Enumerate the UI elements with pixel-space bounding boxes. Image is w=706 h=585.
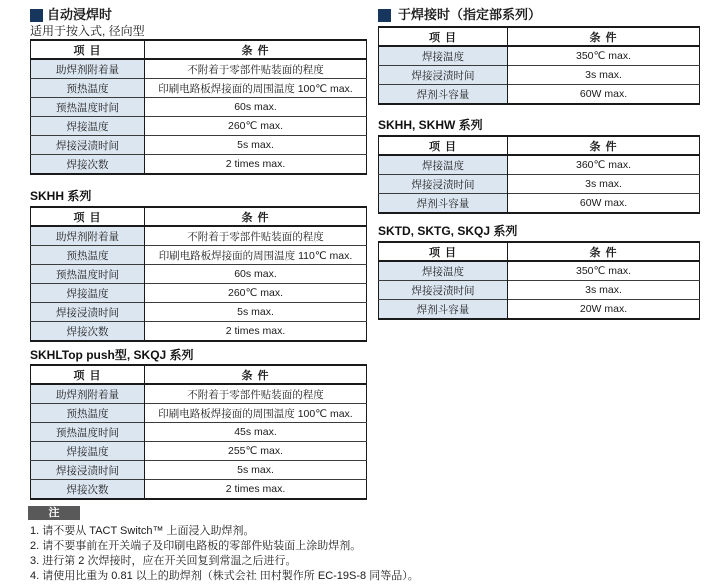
table-row xyxy=(31,117,367,136)
condition-cell: 45s max. xyxy=(145,423,367,442)
item-cell: 焊接浸渍时间 xyxy=(31,303,145,322)
item-cell: 焊接浸渍时间 xyxy=(379,281,508,300)
column-header-item: 项 目 xyxy=(379,27,508,46)
table-solder-skhh-skhw xyxy=(378,135,700,214)
table-row xyxy=(379,46,700,66)
condition-cell: 60s max. xyxy=(145,265,367,284)
item-cell: 焊接温度 xyxy=(31,117,145,136)
table-row xyxy=(379,194,700,214)
item-cell: 焊接浸渍时间 xyxy=(379,66,508,85)
column-header-item: 项 目 xyxy=(31,207,145,226)
table-row xyxy=(379,85,700,105)
condition-cell: 2 times max. xyxy=(145,322,367,342)
condition-cell: 5s max. xyxy=(145,303,367,322)
note-item-1: 1. 请不要从 TACT Switch™ 上面浸入助焊剂。 xyxy=(30,525,255,537)
table-header-row xyxy=(31,365,367,384)
table-header-row xyxy=(379,27,700,46)
condition-cell: 2 times max. xyxy=(145,480,367,500)
table-row xyxy=(379,175,700,194)
condition-cell: 60s max. xyxy=(145,98,367,117)
condition-cell: 360℃ max. xyxy=(508,155,700,175)
item-cell: 焊剂斗容量 xyxy=(379,85,508,105)
section-title-hand-soldering xyxy=(378,8,541,22)
note-item-2: 2. 请不要事前在开关端子及印刷电路板的零部件贴装面上涂助焊剂。 xyxy=(30,540,362,552)
column-header-condition: 条 件 xyxy=(145,207,367,226)
item-cell: 预热温度 xyxy=(31,404,145,423)
column-header-item: 项 目 xyxy=(31,40,145,59)
table-auto-dip-skhl-skqj xyxy=(30,364,367,500)
condition-cell: 印刷电路板焊接面的周围温度 100℃ max. xyxy=(145,79,367,98)
item-cell: 焊接温度 xyxy=(31,284,145,303)
table-row xyxy=(379,66,700,85)
item-cell: 预热温度 xyxy=(31,246,145,265)
condition-cell: 60W max. xyxy=(508,85,700,105)
table-solder-specified xyxy=(378,26,700,105)
item-cell: 焊接次数 xyxy=(31,480,145,500)
condition-cell: 不附着于零部件贴装面的程度 xyxy=(145,226,367,246)
item-cell: 焊接浸渍时间 xyxy=(379,175,508,194)
section-subtitle: 适用于按入式, 径向型 xyxy=(30,24,145,38)
series-caption-sktd-sktg-skqj: SKTD, SKTG, SKQJ 系列 xyxy=(378,224,518,238)
column-header-item: 项 目 xyxy=(31,365,145,384)
table-auto-dip-skhh xyxy=(30,206,367,342)
condition-cell: 260℃ max. xyxy=(145,117,367,136)
item-cell: 焊接次数 xyxy=(31,322,145,342)
condition-cell: 5s max. xyxy=(145,461,367,480)
table-row xyxy=(31,265,367,284)
table-row xyxy=(379,300,700,320)
table-row xyxy=(31,136,367,155)
condition-cell: 255℃ max. xyxy=(145,442,367,461)
item-cell: 预热温度时间 xyxy=(31,265,145,284)
table-row xyxy=(31,284,367,303)
table-row xyxy=(379,155,700,175)
section-title-text: 于焊接时（指定部系列） xyxy=(398,7,542,22)
condition-cell: 不附着于零部件贴装面的程度 xyxy=(145,59,367,79)
column-header-condition: 条 件 xyxy=(145,365,367,384)
column-header-condition: 条 件 xyxy=(508,242,700,261)
series-caption-skhh-skhw: SKHH, SKHW 系列 xyxy=(378,118,483,132)
item-cell: 焊剂斗容量 xyxy=(379,300,508,320)
condition-cell: 5s max. xyxy=(145,136,367,155)
condition-cell: 不附着于零部件贴装面的程度 xyxy=(145,384,367,404)
item-cell: 预热温度 xyxy=(31,79,145,98)
condition-cell: 印刷电路板焊接面的周围温度 110℃ max. xyxy=(145,246,367,265)
condition-cell: 20W max. xyxy=(508,300,700,320)
table-row xyxy=(31,480,367,500)
table-row xyxy=(31,303,367,322)
table-row xyxy=(31,404,367,423)
condition-cell: 60W max. xyxy=(508,194,700,214)
condition-cell: 印刷电路板焊接面的周围温度 100℃ max. xyxy=(145,404,367,423)
table-row xyxy=(31,79,367,98)
condition-cell: 260℃ max. xyxy=(145,284,367,303)
item-cell: 焊接温度 xyxy=(379,261,508,281)
item-cell: 焊接温度 xyxy=(379,155,508,175)
table-header-row xyxy=(31,40,367,59)
condition-cell: 3s max. xyxy=(508,281,700,300)
item-cell: 焊接次数 xyxy=(31,155,145,175)
table-row xyxy=(31,155,367,175)
item-cell: 焊接浸渍时间 xyxy=(31,461,145,480)
table-solder-sktd-sktg-skqj xyxy=(378,241,700,320)
table-row xyxy=(379,261,700,281)
column-header-condition: 条 件 xyxy=(508,27,700,46)
item-cell: 助焊剂附着量 xyxy=(31,384,145,404)
table-auto-dip-general xyxy=(30,39,367,175)
series-caption-skhh: SKHH 系列 xyxy=(30,189,92,203)
section-title-text: 自动浸焊时 xyxy=(47,7,113,22)
note-badge: 注 xyxy=(28,506,80,520)
item-cell: 焊接浸渍时间 xyxy=(31,136,145,155)
table-row xyxy=(31,423,367,442)
condition-cell: 350℃ max. xyxy=(508,46,700,66)
column-header-condition: 条 件 xyxy=(508,136,700,155)
note-item-4: 4. 请使用比重为 0.81 以上的助焊剂（株式会社 田村製作所 EC-19S-8 同等品）。 xyxy=(30,570,419,582)
table-row xyxy=(31,226,367,246)
column-header-item: 项 目 xyxy=(379,136,508,155)
item-cell: 助焊剂附着量 xyxy=(31,226,145,246)
table-header-row xyxy=(31,207,367,226)
condition-cell: 3s max. xyxy=(508,175,700,194)
item-cell: 焊接温度 xyxy=(31,442,145,461)
table-row xyxy=(31,322,367,342)
table-row xyxy=(31,461,367,480)
condition-cell: 350℃ max. xyxy=(508,261,700,281)
table-row xyxy=(31,442,367,461)
blue-square-icon xyxy=(378,9,391,22)
blue-square-icon xyxy=(30,9,43,22)
table-row xyxy=(379,281,700,300)
table-row xyxy=(31,246,367,265)
column-header-condition: 条 件 xyxy=(145,40,367,59)
item-cell: 预热温度时间 xyxy=(31,98,145,117)
series-caption-skhl-skqj: SKHLTop push型, SKQJ 系列 xyxy=(30,348,194,362)
condition-cell: 2 times max. xyxy=(145,155,367,175)
table-row xyxy=(31,98,367,117)
column-header-item: 项 目 xyxy=(379,242,508,261)
note-item-3: 3. 进行第 2 次焊接时，应在开关回复到常温之后进行。 xyxy=(30,555,297,567)
table-row xyxy=(31,59,367,79)
condition-cell: 3s max. xyxy=(508,66,700,85)
item-cell: 助焊剂附着量 xyxy=(31,59,145,79)
table-header-row xyxy=(379,136,700,155)
table-row xyxy=(31,384,367,404)
section-title-auto-dip-soldering xyxy=(30,8,112,22)
item-cell: 焊接温度 xyxy=(379,46,508,66)
item-cell: 预热温度时间 xyxy=(31,423,145,442)
table-header-row xyxy=(379,242,700,261)
item-cell: 焊剂斗容量 xyxy=(379,194,508,214)
